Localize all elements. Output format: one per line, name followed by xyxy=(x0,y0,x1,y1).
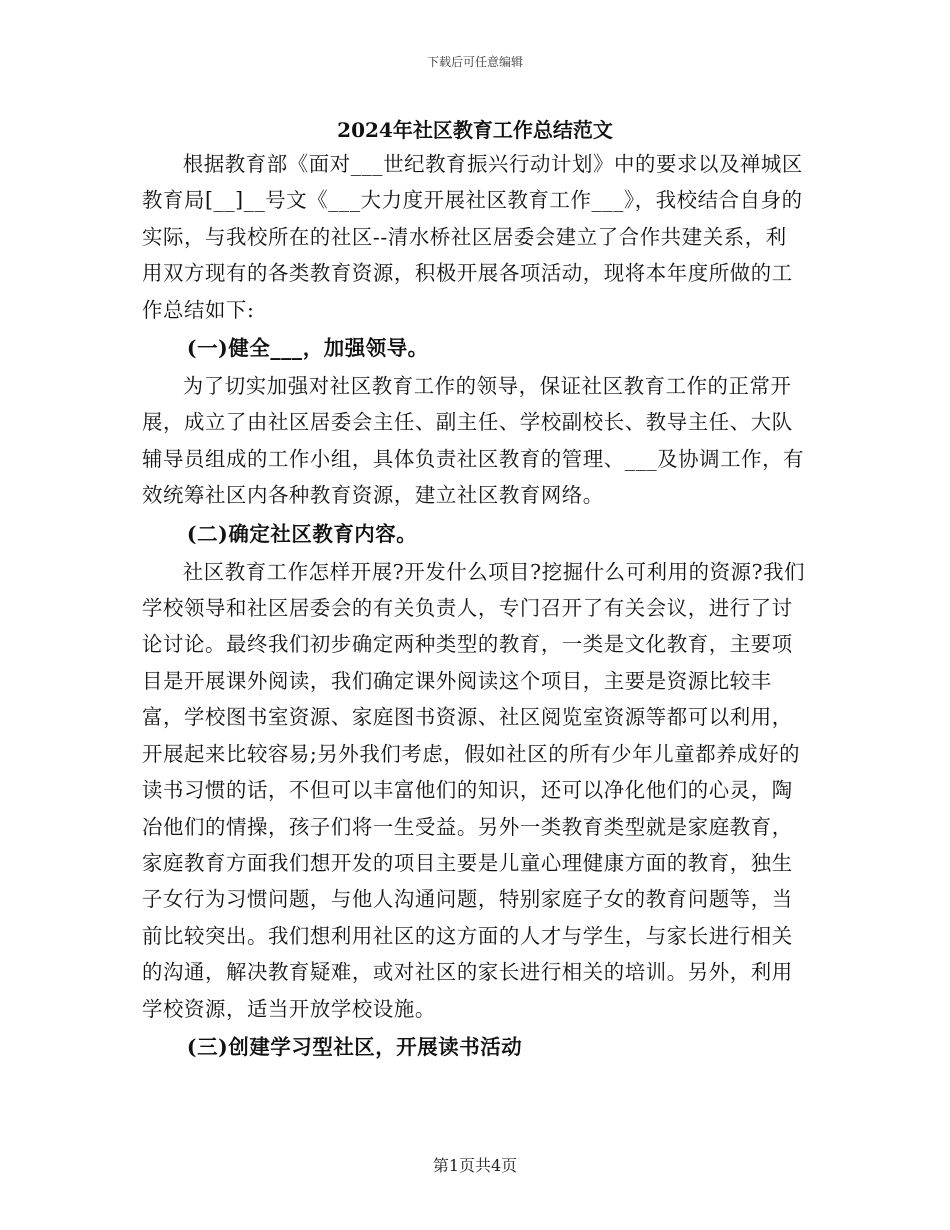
section-heading-2: (二)确定社区教育内容。 xyxy=(186,521,418,546)
section-1-paragraph: 为了切实加强对社区教育工作的领导，保证社区教育工作的正常开展，成立了由社区居委会主任、副主任、学校副校长、教导主任、大队辅导员组成的工作小组，具体负责社区教育的管理、___及协调工作，有效统筹社区内各种教育资源，建立社区教育网络。 xyxy=(142,374,805,508)
header-note: 下载后可任意编辑 xyxy=(426,55,523,69)
intro-paragraph: 根据教育部《面对___世纪教育振兴行动计划》中的要求以及禅城区教育局[__]__号文《___大力度开展社区教育工作___》，我校结合自身的实际，与我校所在的社区--清水桥社区居委会建立了合作共建关系，利用双方现有的各类教育资源，积极开展各项活动，现将本年度所做的工作总结如下: xyxy=(142,152,803,322)
document-title: 2024年社区教育工作总结范文 xyxy=(337,118,613,142)
section-heading-3: (三)创建学习型社区，开展读书活动 xyxy=(186,1034,523,1059)
page-number: 第1页共4页 xyxy=(432,1156,518,1175)
document-body xyxy=(142,146,806,1067)
section-heading-1: (一)健全___，加强领导。 xyxy=(186,336,429,361)
section-2-paragraph: 社区教育工作怎样开展?开发什么项目?挖掘什么可利用的资源?我们学校领导和社区居委会的有关负责人，专门召开了有关会议，进行了讨论讨论。最终我们初步确定两种类型的教育，一类是文化教育，主要项目是开展课外阅读，我们确定课外阅读这个项目，主要是资源比较丰富，学校图书室资源、家庭图书资源、社区阅览室资源等都可以利用，开展起来比较容易;另外我们考虑，假如社区的所有少年儿童都养成好的读书习惯的话，不但可以丰富他们的知识，还可以净化他们的心灵，陶冶他们的情操，孩子们将一生受益。另外一类教育类型就是家庭教育，家庭教育方面我们想开发的项目主要是儿童心理健康方面的教育，独生子女行为习惯问题，与他人沟通问题，特别家庭子女的教育问题等，当前比较突出。我们想利用社区的这方面的人才与学生，与家长进行相关的沟通，解决教育疑难，或对社区的家长进行相关的培训。另外，利用学校资源，适当开放学校设施。 xyxy=(142,559,806,1021)
